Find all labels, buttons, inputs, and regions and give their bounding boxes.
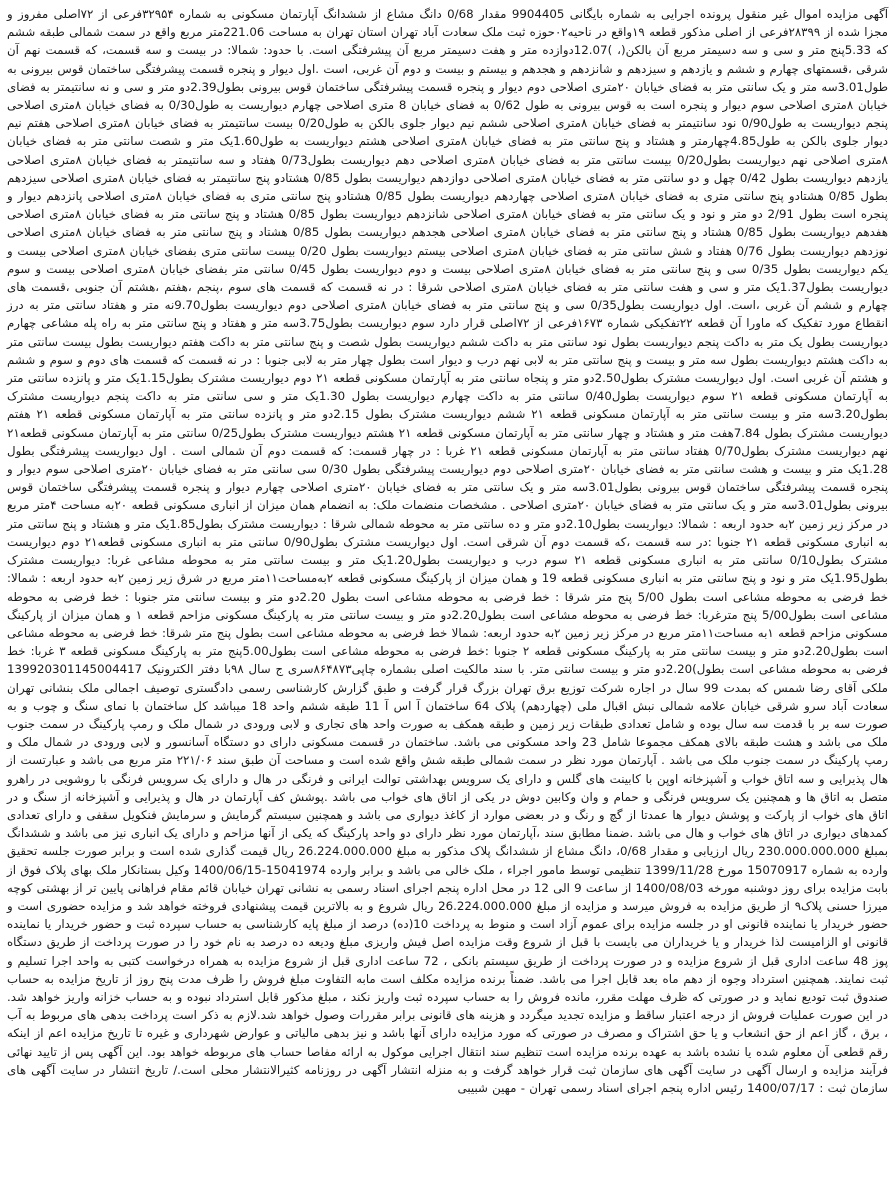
- auction-notice-text: [7, 5, 888, 1097]
- notice-paragraph: آگهی مزایده اموال غیر منقول پرونده اجرایی به شماره بایگانی 9904405 مقدار 0/68 دانگ مشاع از ششدانگ آپارتمان مسکونی به شماره ۳۲۹۵۴فرعی از ۷۲اصلی مفروز و مجزا شده از ۲۸۳۹۹فرعی از اصلی مذکور قطعه ۱۹واقع در ناحیه۰۲حوزه ثبت ملک سعادت آباد تهران استان تهران به مساحت 221.06متر مربع واقع در سمت شمالی طبقه ششم که 5.33پنج متر و سی و سه دسیمتر مربع آن بالکن(، )12.07دوازده متر و هفت دسیمتر مربع آن پیشرفتگی است. با حدود: شمالا: در بیست و سه قسمت، که قسمت نهم آن شرقی ،قسمتهای چهارم و ششم و یازدهم و سیزدهم و شانزدهم و هجدهم و بیستم و بیست و دوم آن غربی، است .اول دیوار و پنجره قسمت پیشرفتگی ساختمان قوس بیرونی به طول3.01سه متر و یک سانتی متر به فضای خیابان ۲۰متری اصلاحی دوم دیوار و پنجره قسمت پیشرفتگی ساختمان قوس بیرونی بطول2.39دو متر و سی و نه سانتیمتر به فضای خیابان ۸متری اصلاحی سوم دیوار و پنجره است به قوس بیرونی به طول 0/62 به فضای خیابان 8 متری اصلاحی چهارم دیواریست به طول0/30 به فضای خیابان ۸متری اصلاحی پنجم دیواریست به طول0/90 نود سانتیمتر به فضای خیابان ۸متری اصلاحی ششم نیم دیوار جلوی بالکن به طول0/20 بیست سانتیمتر به فضای خیابان ۸متری اصلاحی هفتم نیم دیوار جلوی بالکن به طول4.85چهارمتر و هشتاد و پنج سانتی متر به فضای خیابان ۸متری اصلاحی هشتم دیواریست به طول1.60یک متر و شصت سانتی متر به فضای خیابان ۸متری اصلاحی نهم دیواریست بطول0/20 بیست سانتی متر به فضای خیابان ۸متری اصلاحی دهم دیواریست بطول0/73 هفتاد و سه سانتیمتر به فضای خیابان ۸متری اصلاحی یازدهم دیواریست بطول 0/42 چهل و دو سانتی متر به فضای خیابان ۸متری اصلاحی دوازدهم دیواریست بطول 0/85 هشتادو پنج سانتیمتر به فضای خیابان ۸متری اصلاحی سیزدهم بطول 0/85 هشتادو پنج سانتی متری به فضای خیابان ۸متری اصلاحی چهاردهم دیواریست بطول 0/85 هشتادو پنج سانتی متری به فضای خیابان ۸متری اصلاحی پانزدهم دیوار و پنجره است بطول 2/91 دو متر و نود و یک سانتی متر به فضای خیابان ۸متری اصلاحی شانزدهم دیواریست بطول 0/85 هشتاد و پنج سانتی متر به فضای خیابان ۸متری اصلاحی هفدهم دیواریست بطول 0/85 هشتاد و پنج سانتی متر به فضای خیابان ۸متری اصلاحی هجدهم دیواریست بطول 0/85 هشتاد و پنج سانتی متر به فضای خیابان ۸متری اصلاحی نوزدهم دیواریست بطول 0/76 هفتاد و شش سانتی متر به فضای خیابان ۸متری اصلاحی بیستم دیواریست بطول 0/20 بیست سانتی متری بفضای خیابان ۸متری اصلاحی بیست و یکم دیواریست بطول 0/35 سی و پنج سانتی متر به فضای خیابان ۸متری اصلاحی بیست و دوم دیواریست بطول 0/45 سانتی متر بفضای خیابان ۸متری اصلاحی بیست و سوم دیواریست بطول1.37یک متر و سی و هفت سانتی متر به فضای خیابان ۸متری اصلاحی شرقا : در نه قسمت که قسمت های سوم ،پنجم ،هفتم ،هشتم آن جنوبی ،قسمت های چهارم و ششم آن غربی ،است. اول دیواریست بطول0/35 سی و پنج سانتی متر به فضای خیابان ۸متری اصلاحی دوم دیواریست بطول9.70نه متر و هفتاد سانتی متر به درز انقطاع مورد تفکیک که ماورا آن قطعه ۲۲تفکیکی شماره ۱۶۷۳فرعی از ۷۲اصلی قرار دارد سوم دیواریست بطول3.75سه متر و هفتاد و پنج سانتی متر به راه پله مشاعی چهارم دیواریست بطول یک متر به داکت پنجم دیواریست بطول نود سانتی متر به داکت ششم دیواریست بطول شصت و پنج سانتی متر به داکت هفتم دیواریست بطول بیست سانتی متر به داکت هشتم دیواریست بطول سه متر و بیست و پنج سانتی متر به لابی نهم درب و دیوار است بطول چهار متر به لابی جنوبا : در نه قسمت که قسمت های دوم و سوم و ششم و هشتم آن غربی است. اول دیواریست مشترک بطول2.50دو متر و پنجاه سانتی متر به آپارتمان مسکونی قطعه ۲۱ دوم دیواریست مشترک بطول1.15یک متر و پانزده سانتی متر به آپارتمان مسکونی قطعه ۲۱ سوم دیواریست بطول0/40 سانتی متر به داکت چهارم دیواریست بطول 1.30یک متر و سی سانتی متر به داکت پنجم دیواریست مشترک بطول3.20سه متر و بیست سانتی متر به آپارتمان مسکونی قطعه ۲۱ ششم دیواریست مشترک بطول 2.15دو متر و پانزده سانتی متر به آپارتمان مسکونی قطعه ۲۱ هفتم دیواریست مشترک بطول 7.84هفت متر و هشتاد و چهار سانتی متر به آپارتمان مسکونی قطعه ۲۱ هشتم دیواریست مشترک بطول0/25 سانتی متر به آپارتمان مسکونی قطعه۲۱ نهم دیواریست مشترک بطول0/70 هفتاد سانتی متر به آپارتمان مسکونی قطعه ۲۱ غربا : در چهار قسمت: که قسمت دوم آن شمالی است . اول دیواریست پیشرفتگی بطول 1.28یک متر و بیست و هشت سانتی متر به فضای خیابان ۲۰متری اصلاحی دوم دیواریست پیشرفتگی بطول 0/30 سی سانتی متر به فضای خیابان ۲۰متری اصلاحی سوم دیوار و پنجره قسمت پیشرفتگی ساختمان قوس بیرونی بطول3.01سه متر و یک سانتی متر به فضای خیابان ۲۰متری اصلاحی چهارم دیوار و پنجره قسمت پیشرفتگی ساختمان قوس بیرونی بطول3.01سه متر و یک سانتی متر به فضای خیابان ۲۰متری اصلاحی . مشخصات منضمات ملک: به انضمام همان میزان از انباری مسکونی قطعه ۲۰به مساحت ۴متر مربع در مرکز زیر زمین ۲به حدود اربعه : شمالا: دیواریست بطول2.10دو متر و ده سانتی متر به محوطه شمالی شرقا : دیواریست مشترک بطول1.85یک متر و هشتاد و پنج سانتی متر به انباری مسکونی قطعه ۲۱ جنوبا :در سه قسمت ،که قسمت دوم آن شرقی است. اول دیواریست مشترک بطول0/90 سانتی متر به انباری مسکونی قطعه۲۱ دوم دیواریست مشترک بطول0/10 سانتی متر به انباری مسکونی قطعه ۲۱ سوم درب و دیواریست بطول1.20یک متر و بیست سانتی متر به محوطه مشاعی غربا: دیواریست مشترک بطول1.95یک متر و نود و پنج سانتی متر به انباری مسکونی قطعه 19 و همان میزان از پارکینگ مسکونی قطعه ۲به‌مساحت۱۱متر مربع در شرق زیر زمین ۲به حدود اربعه : شمالا: خط فرضی به محوطه مشاعی است بطول 5/00 پنج متر شرقا : خط فرضی به محوطه مشاعی است بطول 2.20دو متر و بیست سانتی متر جنوبا : خط فرضی به محوطه مشاعی است بطول5/00 پنج مترغربا: خط فرضی به محوطه مشاعی است بطول2.20دو متر و بیست سانتی متر به پارکینگ مسکونی مزاحم قطعه ۱ و همان میزان از پارکینگ مسکونی مزاحم قطعه ۱به مساحت۱۱متر مربع در مرکز زیر زمین ۲به حدود اربعه: شمالا خط فرضی به محوطه مشاعی است بطول پنج متر شرقا: خط فرضی به محوطه مشاعی است بطول2.20دو متر و بیست سانتی متر به پارکینگ مسکونی قطعه ۲ جنوبا :خط فرضی به محوطه مشاعی است بطول5.00پنج متر به پارکینگ مسکونی قطعه ۳ غربا: خط فرضی به محوطه مشاعی است بطول)2.20دو متر و بیست سانتی متر. با سند مالکیت اصلی بشماره چاپی۸۶۴۸۷۳سری ج سال ۹۸با دفتر الکترونیک 139920301145004417 ملکی آقای رضا شمس که بمدت 99 سال در اجاره شرکت توزیع برق تهران بزرگ قرار گرفت و طبق گزارش کارشناسی رسمی دادگستری توصیف اجمالی ملک بنشانی تهران سعادت آباد سرو شرقی خیابان علامه شمالی نبش اقبال ملی (چهاردهم) پلاک 64 ساختمان آ اس آ 11 طبقه ششم واحد 18 میباشد کل ساختمان با نمای سنگ و چوب و به صورت سه بر با قدمت سه سال بوده و شامل تعدادی طبقات زیر زمین و طبقه همکف به صورت واحد های تجاری و لابی ورودی در شمال ملک و رمپ پارکینگ در سمت جنوب ملک می باشد و هشت طبقه بالای همکف مجموعا شامل 23 واحد مسکونی می باشد. ساختمان در قسمت مسکونی دارای دو دستگاه آسانسور و لابی ورودی در شمال ملک و رمپ پارکینگ در سمت جنوب ملک می باشد . آپارتمان مورد نظر در سمت شمالی طبقه شش واقع شده است و مساحت آن طبق سند ۲۲۱/۰۶ متر مربع می باشد و عبارتست از هال پذیرایی و سه اتاق خواب و آشپزخانه اوپن با کابینت های گلس و دارای یک سرویس بهداشتی توالت ایرانی و فرنگی در هال و دارای یک سرویس فرنگی با روشویی در راهرو متصل به اتاق ها و همچنین یک سرویس فرنگی و حمام و وان وکابین دوش در یکی از اتاق های خواب می باشد .پوشش کف آپارتمان در هال و پذیرایی و آشپزخانه از سنگ و در اتاق های خواب از پارکت و پوشش دیوار ها عمدتا از گچ و رنگ و در بعضی موارد از کاغذ دیواری می باشد و همچنین سیستم گرمایش و سرمایش فنکویل سقفی و دارای تعدادی کمدهای دیواری در اتاق های خواب و هال می باشد .ضمنا مطابق سند ،آپارتمان مورد نظر دارای دو واحد پارکینگ که یکی از آنها مزاحم و دارای یک انباری نیز می باشد و ششدانگ بمبلغ 230.000.000.000 ریال ارزیابی و مقدار 0/68، دانگ مشاع از ششدانگ پلاک مذکور به مبلغ 26.224.000.000 ریال قیمت گذاری شده است و برابر صورت جلسه تحقیق وارده به شماره 15070917 مورخ 1399/11/28 تنظیمی توسط مامور اجراء ، ملک خالی می باشد و برابر وارده 15041974-1400/06/15 وکیل بستانکار ملک بهای پلاک فوق از بابت مزایده برای روز دوشنبه مورخه 1400/08/03 از ساعت 9 الی 12 در محل اداره پنجم اجرای اسناد رسمی به نشانی تهران خیابان قائم مقام فراهانی پایین تر از بهشتی کوچه میرزا حسنی پلاک۹ از طریق مزایده به فروش میرسد و مزایده از مبلغ 26.224.000.000 ریال شروع و به بالاترین قیمت پیشنهادی فروخته خواهد شد و مزایده حضوری است و حضور خریدار یا نماینده قانونی او در جلسه مزایده برای عموم آزاد است و منوط به پرداخت 10(ده) درصد از مبلغ پایه کارشناسی به حساب سپرده ثبت و حضور خریدار یا نماینده قانونی او الزامیست لذا خریدار و یا خریداران می بایست با قبل از شروع وقت مزایده اصل فیش واریزی مبلغ ودیعه ده درصد به نام خود را در صورت پرداخت از طریق دستگاه پوز 48 ساعت اداری قبل از شروع مزایده و در صورت پرداخت از طریق سیستم بانکی ، 72 ساعت اداری قبل از شروع مزایده به همراه درخواست کتبی به واحد اجرا تسلیم و ثبت نمایند. همچنین استرداد وجوه از دهم ماه بعد قابل اجرا می باشد. ضمناً برنده مزایده مکلف است مابه التفاوت مبلغ فروش را ظرف مدت پنج روز از تاریخ مزایده به حساب صندوق ثبت تودیع نماید و در صورتی که ظرف مهلت مقرر، مانده فروش را به حساب سپرده ثبت واریز نکند ، مبلغ مذکور قابل استرداد نبوده و به حساب خزانه واریز خواهد شد. در این صورت عملیات فروش از درجه اعتبار ساقط و مزایده تجدید میگردد و هزینه های قانونی برابر مقررات وصول خواهد شد.لازم به ذکر است پرداخت بدهی های مربوط به آب ، برق ، گاز اعم از حق انشعاب و یا حق اشتراک و مصرف در صورتی که مورد مزایده دارای آنها باشد و نیز بدهی مالیاتی و عوارض شهرداری و غیره تا تاریخ مزایده اعم از اینکه رقم قطعی آن معلوم شده یا نشده باشد به عهده برنده مزایده است تنظیم سند انتقال اجرایی موکول به ارائه مفاصا حساب های مربوطه خواهد بود. این آگهی پس از تایید نهائی فرآیند مزایده و ارسال آگهی در سایت آگهی های سازمان ثبت قرار خواهد گرفت و به منزله انتشار آگهی در روزنامه کثیرالانتشار محلی است./ تاریخ انتشار در سایت آگهی های سازمان ثبت : 1400/07/17 رئیس اداره پنجم اجرای اسناد رسمی تهران - مهین شبیبی: [7, 7, 889, 1095]
